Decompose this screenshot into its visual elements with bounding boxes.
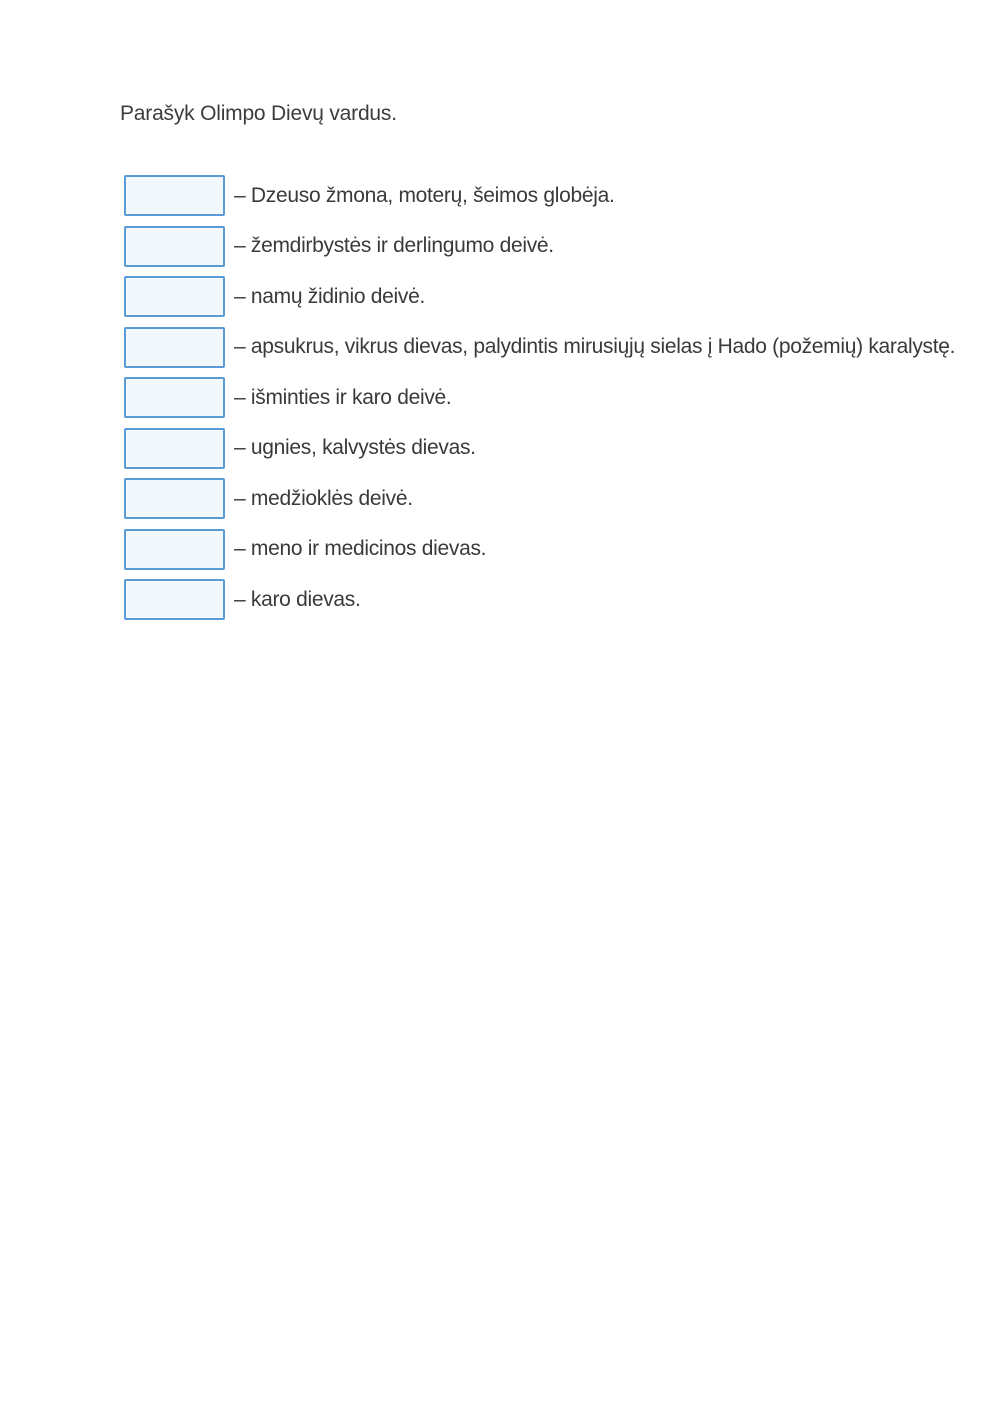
answer-row-3 [124, 276, 984, 317]
answer-row-4 [124, 327, 984, 368]
answer-description-7: – medžioklės deivė. [234, 486, 413, 510]
answer-row-8 [124, 529, 984, 570]
answer-input-1[interactable] [124, 175, 225, 216]
instruction-heading: Parašyk Olimpo Dievų vardus. [120, 102, 397, 125]
answer-description-8: – meno ir medicinos dievas. [234, 537, 487, 560]
answer-input-4[interactable] [124, 327, 225, 368]
answer-row-6 [124, 428, 984, 469]
answer-input-8[interactable] [124, 529, 225, 570]
answer-description-5: – išminties ir karo deivė. [234, 385, 452, 409]
answer-row-2 [124, 226, 984, 267]
answer-row-5 [124, 377, 984, 418]
answer-description-2: – žemdirbystės ir derlingumo deivė. [234, 234, 554, 257]
answer-row-7 [124, 478, 984, 519]
answer-input-3[interactable] [124, 276, 225, 317]
answer-row-1 [124, 175, 984, 216]
answer-input-7[interactable] [124, 478, 225, 519]
answer-input-2[interactable] [124, 226, 225, 267]
answer-description-4: – apsukrus, vikrus dievas, palydintis mirusiųjų sielas į Hado (požemių) karalystę. [234, 335, 956, 358]
answer-row-9 [124, 579, 984, 620]
answer-input-6[interactable] [124, 428, 225, 469]
answer-description-1: – Dzeuso žmona, moterų, šeimos globėja. [234, 183, 615, 207]
answer-description-6: – ugnies, kalvystės dievas. [234, 436, 476, 459]
answer-input-9[interactable] [124, 579, 225, 620]
answer-description-3: – namų židinio deivė. [234, 284, 425, 308]
answer-description-9: – karo dievas. [234, 587, 361, 611]
answer-input-5[interactable] [124, 377, 225, 418]
answer-rows [124, 175, 984, 630]
